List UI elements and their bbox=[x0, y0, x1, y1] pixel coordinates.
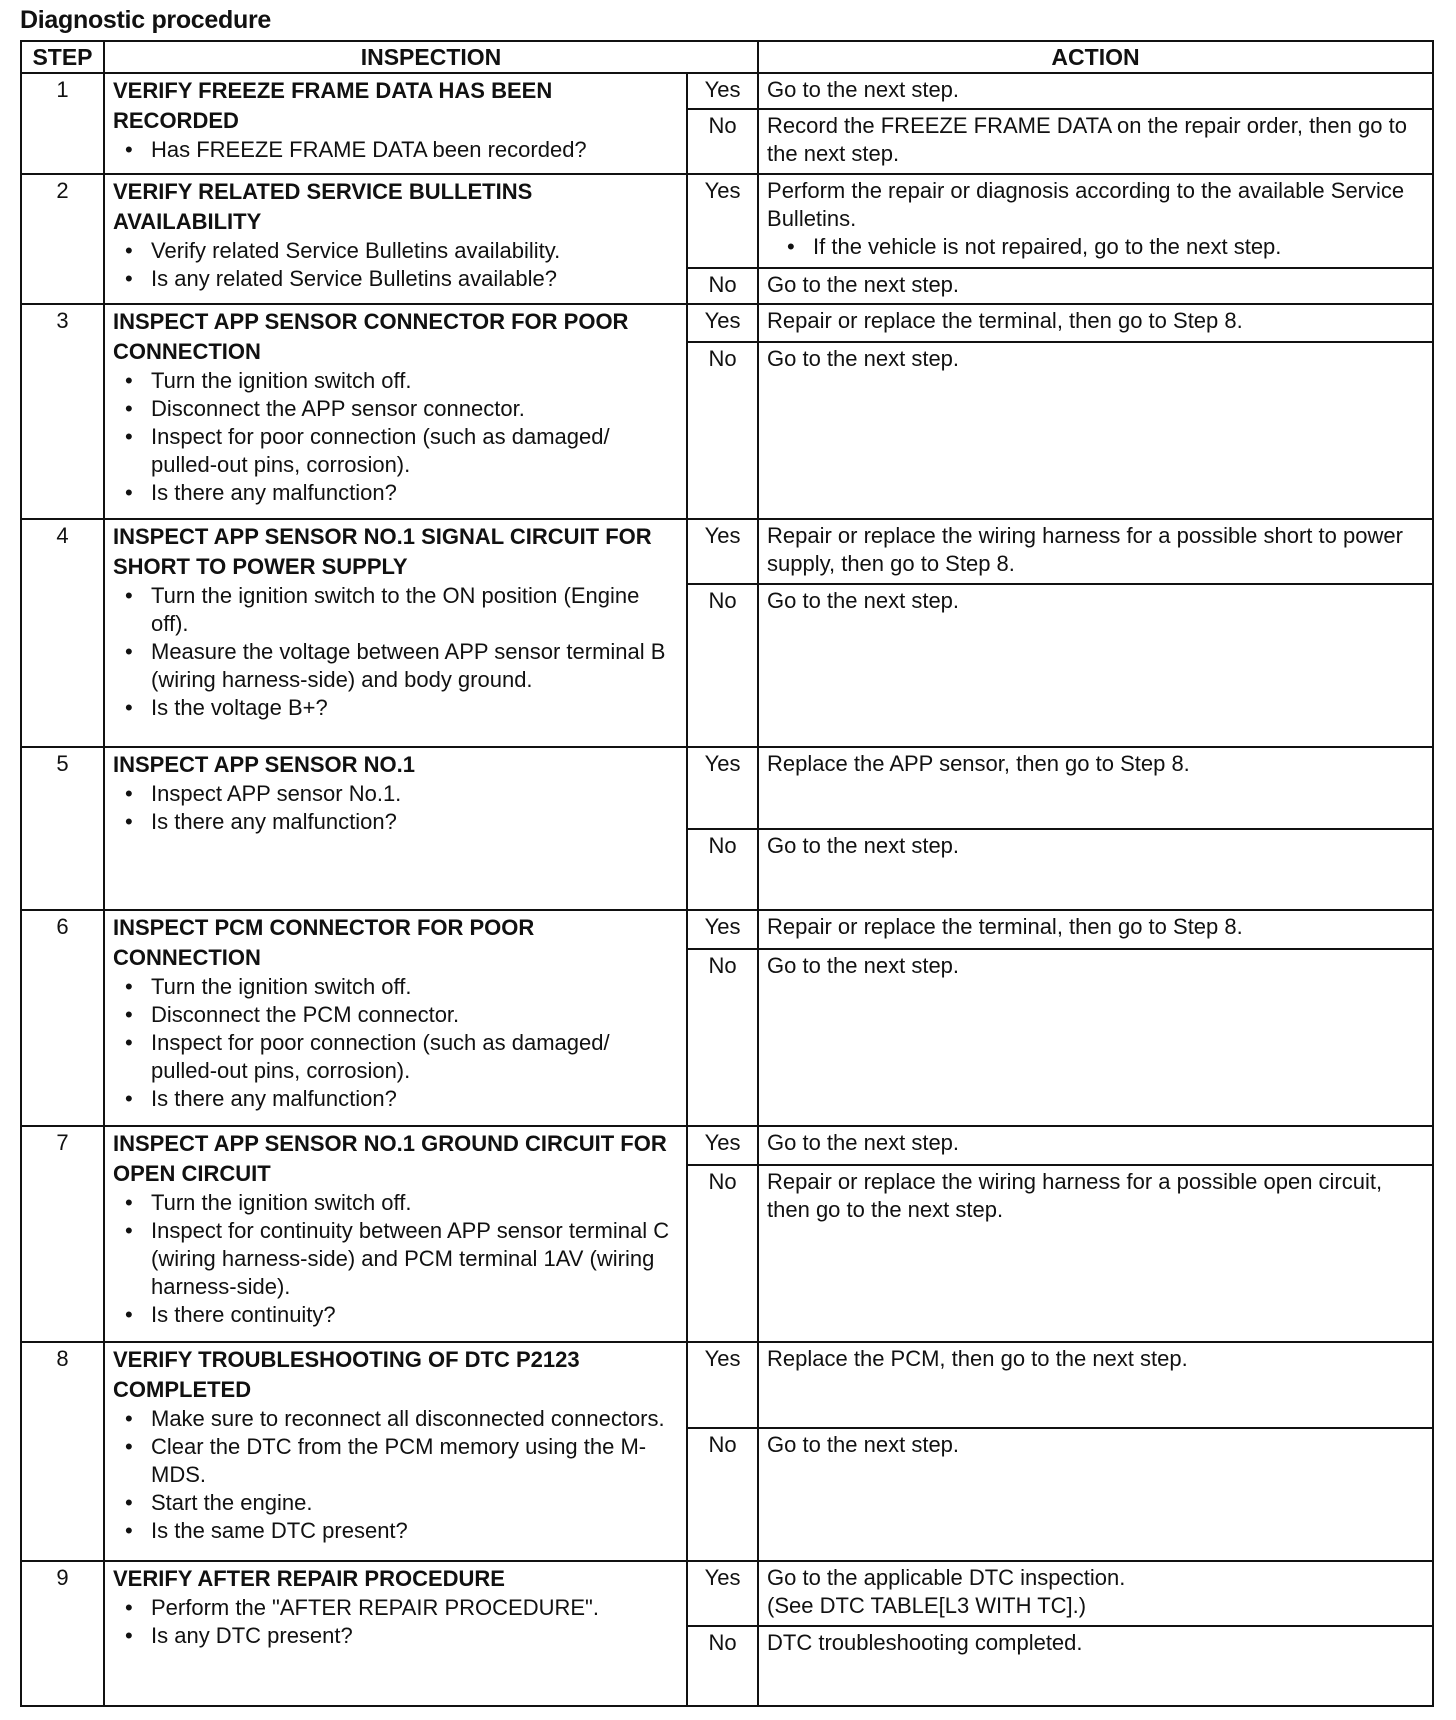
inspection-cell bbox=[104, 73, 687, 174]
inspection-title: INSPECT APP SENSOR CONNECTOR FOR POOR CONNECTION bbox=[113, 308, 629, 364]
page-title: Diagnostic procedure bbox=[20, 6, 271, 34]
inspection-bullet: • Disconnect the PCM connector. bbox=[113, 1001, 678, 1029]
inspection-bullets bbox=[113, 367, 678, 507]
yes-action: Repair or replace the wiring harness for a possible short to power supply, then go to Step 8. bbox=[767, 523, 1403, 577]
yes-action: Go to the next step. bbox=[767, 77, 960, 102]
inspection-bullet: • Is there any malfunction? bbox=[113, 479, 678, 507]
inspection-title: INSPECT PCM CONNECTOR FOR POOR CONNECTION bbox=[113, 915, 535, 971]
inspection-bullet: • Inspect for continuity between APP sensor terminal C (wiring harness-side) and PCM terminal 1AV (wiring harness-side). bbox=[113, 1217, 678, 1301]
yes-action-cell bbox=[758, 1126, 1433, 1165]
inspection-cell bbox=[104, 519, 687, 746]
step-number: 8 bbox=[21, 1342, 104, 1561]
no-action: DTC troubleshooting completed. bbox=[767, 1630, 1083, 1656]
no-label: No bbox=[687, 1165, 758, 1342]
inspection-bullet: • Is there any malfunction? bbox=[113, 1085, 678, 1113]
no-label: No bbox=[687, 268, 758, 304]
step-row bbox=[21, 304, 1433, 343]
inspection-title: VERIFY AFTER REPAIR PROCEDURE bbox=[113, 1566, 505, 1592]
inspection-cell bbox=[104, 304, 687, 520]
yes-action-cell bbox=[758, 519, 1433, 584]
step-number: 3 bbox=[21, 304, 104, 520]
inspection-bullet: • Measure the voltage between APP sensor terminal B (wiring harness-side) and body ground. bbox=[113, 638, 678, 694]
step-number: 7 bbox=[21, 1126, 104, 1342]
inspection-bullet: • Inspect for poor connection (such as damaged/ pulled-out pins, corrosion). bbox=[113, 423, 678, 479]
yes-action-cell bbox=[758, 1561, 1433, 1626]
inspection-bullets bbox=[113, 582, 678, 722]
step-row bbox=[21, 73, 1433, 109]
yes-action-cell bbox=[758, 73, 1433, 109]
no-action: Go to the next step. bbox=[767, 953, 960, 979]
step-row bbox=[21, 1561, 1433, 1626]
yes-action: Go to the next step. bbox=[767, 1130, 960, 1156]
no-action-cell bbox=[758, 1165, 1433, 1342]
yes-action-cell bbox=[758, 174, 1433, 268]
no-label: No bbox=[687, 829, 758, 911]
no-action: Go to the next step. bbox=[767, 271, 960, 297]
step-number: 4 bbox=[21, 519, 104, 746]
yes-label: Yes bbox=[687, 519, 758, 584]
no-action: Repair or replace the wiring harness for a possible open circuit, then go to the next step. bbox=[767, 1169, 1383, 1223]
inspection-bullet: • Inspect APP sensor No.1. bbox=[113, 780, 678, 808]
yes-label: Yes bbox=[687, 1342, 758, 1428]
inspection-column-header: INSPECTION bbox=[104, 41, 758, 73]
inspection-bullet: • Is the same DTC present? bbox=[113, 1517, 678, 1545]
yes-action-cell bbox=[758, 1342, 1433, 1428]
yes-label: Yes bbox=[687, 747, 758, 829]
inspection-bullet: • Clear the DTC from the PCM memory using the M-MDS. bbox=[113, 1433, 678, 1489]
step-row bbox=[21, 519, 1433, 584]
inspection-title: INSPECT APP SENSOR NO.1 SIGNAL CIRCUIT FOR SHORT TO POWER SUPPLY bbox=[113, 524, 652, 580]
yes-action: Perform the repair or diagnosis according to the available Service Bulletins. bbox=[767, 177, 1405, 231]
inspection-title: VERIFY RELATED SERVICE BULLETINS AVAILABILITY bbox=[113, 178, 533, 234]
step-column-header: STEP bbox=[21, 41, 104, 73]
inspection-cell bbox=[104, 747, 687, 911]
no-label: No bbox=[687, 584, 758, 746]
action-column-header: ACTION bbox=[758, 41, 1433, 73]
inspection-bullets bbox=[113, 973, 678, 1113]
inspection-bullet: • Is any DTC present? bbox=[113, 1622, 678, 1650]
inspection-bullet: • Turn the ignition switch to the ON position (Engine off). bbox=[113, 582, 678, 638]
no-action-cell bbox=[758, 268, 1433, 304]
inspection-title: INSPECT APP SENSOR NO.1 GROUND CIRCUIT FOR OPEN CIRCUIT bbox=[113, 1131, 667, 1187]
yes-action: Replace the APP sensor, then go to Step 8. bbox=[767, 750, 1190, 776]
yes-label: Yes bbox=[687, 304, 758, 343]
inspection-cell bbox=[104, 1561, 687, 1706]
no-action-cell bbox=[758, 342, 1433, 519]
no-label: No bbox=[687, 949, 758, 1126]
table-header-row bbox=[21, 41, 1433, 73]
step-number: 1 bbox=[21, 73, 104, 174]
inspection-bullets bbox=[113, 1405, 678, 1545]
step-row bbox=[21, 910, 1433, 949]
inspection-bullet: • Make sure to reconnect all disconnected connectors. bbox=[113, 1405, 678, 1433]
inspection-cell bbox=[104, 1126, 687, 1342]
inspection-bullet: • Disconnect the APP sensor connector. bbox=[113, 395, 678, 423]
yes-action-cell bbox=[758, 910, 1433, 949]
yes-action: Repair or replace the terminal, then go to Step 8. bbox=[767, 914, 1243, 940]
yes-action-reference: (See DTC TABLE[L3 WITH TC].) bbox=[767, 1593, 1087, 1619]
inspection-cell bbox=[104, 174, 687, 304]
inspection-title: VERIFY TROUBLESHOOTING OF DTC P2123 COMPLETED bbox=[113, 1347, 580, 1403]
inspection-bullet: • Verify related Service Bulletins availability. bbox=[113, 237, 678, 265]
inspection-title: INSPECT APP SENSOR NO.1 bbox=[113, 751, 415, 777]
diagnostic-procedure-table bbox=[20, 40, 1434, 1707]
no-action: Go to the next step. bbox=[767, 832, 960, 858]
no-action: Record the FREEZE FRAME DATA on the repair order, then go to the next step. bbox=[767, 112, 1407, 166]
no-action-cell bbox=[758, 1428, 1433, 1561]
yes-action-cell bbox=[758, 304, 1433, 343]
inspection-bullet: • Turn the ignition switch off. bbox=[113, 367, 678, 395]
no-action: Go to the next step. bbox=[767, 346, 960, 372]
inspection-title: VERIFY FREEZE FRAME DATA HAS BEEN RECORDED bbox=[113, 78, 553, 133]
step-number: 5 bbox=[21, 747, 104, 911]
no-label: No bbox=[687, 1626, 758, 1706]
inspection-bullets bbox=[113, 237, 678, 293]
yes-action: Repair or replace the terminal, then go to Step 8. bbox=[767, 307, 1243, 333]
inspection-bullet: • Turn the ignition switch off. bbox=[113, 973, 678, 1001]
step-row bbox=[21, 174, 1433, 268]
yes-label: Yes bbox=[687, 174, 758, 268]
yes-label: Yes bbox=[687, 1126, 758, 1165]
inspection-bullets bbox=[113, 780, 678, 836]
no-action-cell bbox=[758, 584, 1433, 746]
step-number: 6 bbox=[21, 910, 104, 1126]
inspection-bullet: • Is there any malfunction? bbox=[113, 808, 678, 836]
yes-label: Yes bbox=[687, 910, 758, 949]
inspection-cell bbox=[104, 910, 687, 1126]
yes-action: Go to the applicable DTC inspection. bbox=[767, 1565, 1126, 1591]
inspection-bullet: • Perform the "AFTER REPAIR PROCEDURE". bbox=[113, 1594, 678, 1622]
inspection-bullets bbox=[113, 136, 678, 164]
inspection-cell bbox=[104, 1342, 687, 1561]
yes-label: Yes bbox=[687, 1561, 758, 1626]
yes-label: Yes bbox=[687, 73, 758, 109]
step-row bbox=[21, 747, 1433, 829]
step-number: 9 bbox=[21, 1561, 104, 1706]
yes-action-cell bbox=[758, 747, 1433, 829]
no-action-cell bbox=[758, 949, 1433, 1126]
no-label: No bbox=[687, 109, 758, 174]
step-row bbox=[21, 1342, 1433, 1428]
no-action-cell bbox=[758, 829, 1433, 911]
step-number: 2 bbox=[21, 174, 104, 304]
inspection-bullet: • Start the engine. bbox=[113, 1489, 678, 1517]
no-action-cell bbox=[758, 109, 1433, 174]
inspection-bullet: • Is there continuity? bbox=[113, 1301, 678, 1329]
yes-action-bullets bbox=[775, 233, 1424, 261]
inspection-bullet: • Is the voltage B+? bbox=[113, 694, 678, 722]
no-action: Go to the next step. bbox=[767, 588, 960, 614]
no-action-cell bbox=[758, 1626, 1433, 1706]
inspection-bullet: • Has FREEZE FRAME DATA been recorded? bbox=[113, 136, 678, 164]
step-row bbox=[21, 1126, 1433, 1165]
inspection-bullet: • Turn the ignition switch off. bbox=[113, 1189, 678, 1217]
inspection-bullets bbox=[113, 1189, 678, 1329]
inspection-bullet: • Is any related Service Bulletins available? bbox=[113, 265, 678, 293]
yes-action-bullet: • If the vehicle is not repaired, go to the next step. bbox=[775, 233, 1424, 261]
no-label: No bbox=[687, 1428, 758, 1561]
inspection-bullet: • Inspect for poor connection (such as damaged/ pulled-out pins, corrosion). bbox=[113, 1029, 678, 1085]
no-label: No bbox=[687, 342, 758, 519]
inspection-bullets bbox=[113, 1594, 678, 1650]
no-action: Go to the next step. bbox=[767, 1432, 960, 1458]
yes-action: Replace the PCM, then go to the next step. bbox=[767, 1346, 1188, 1372]
